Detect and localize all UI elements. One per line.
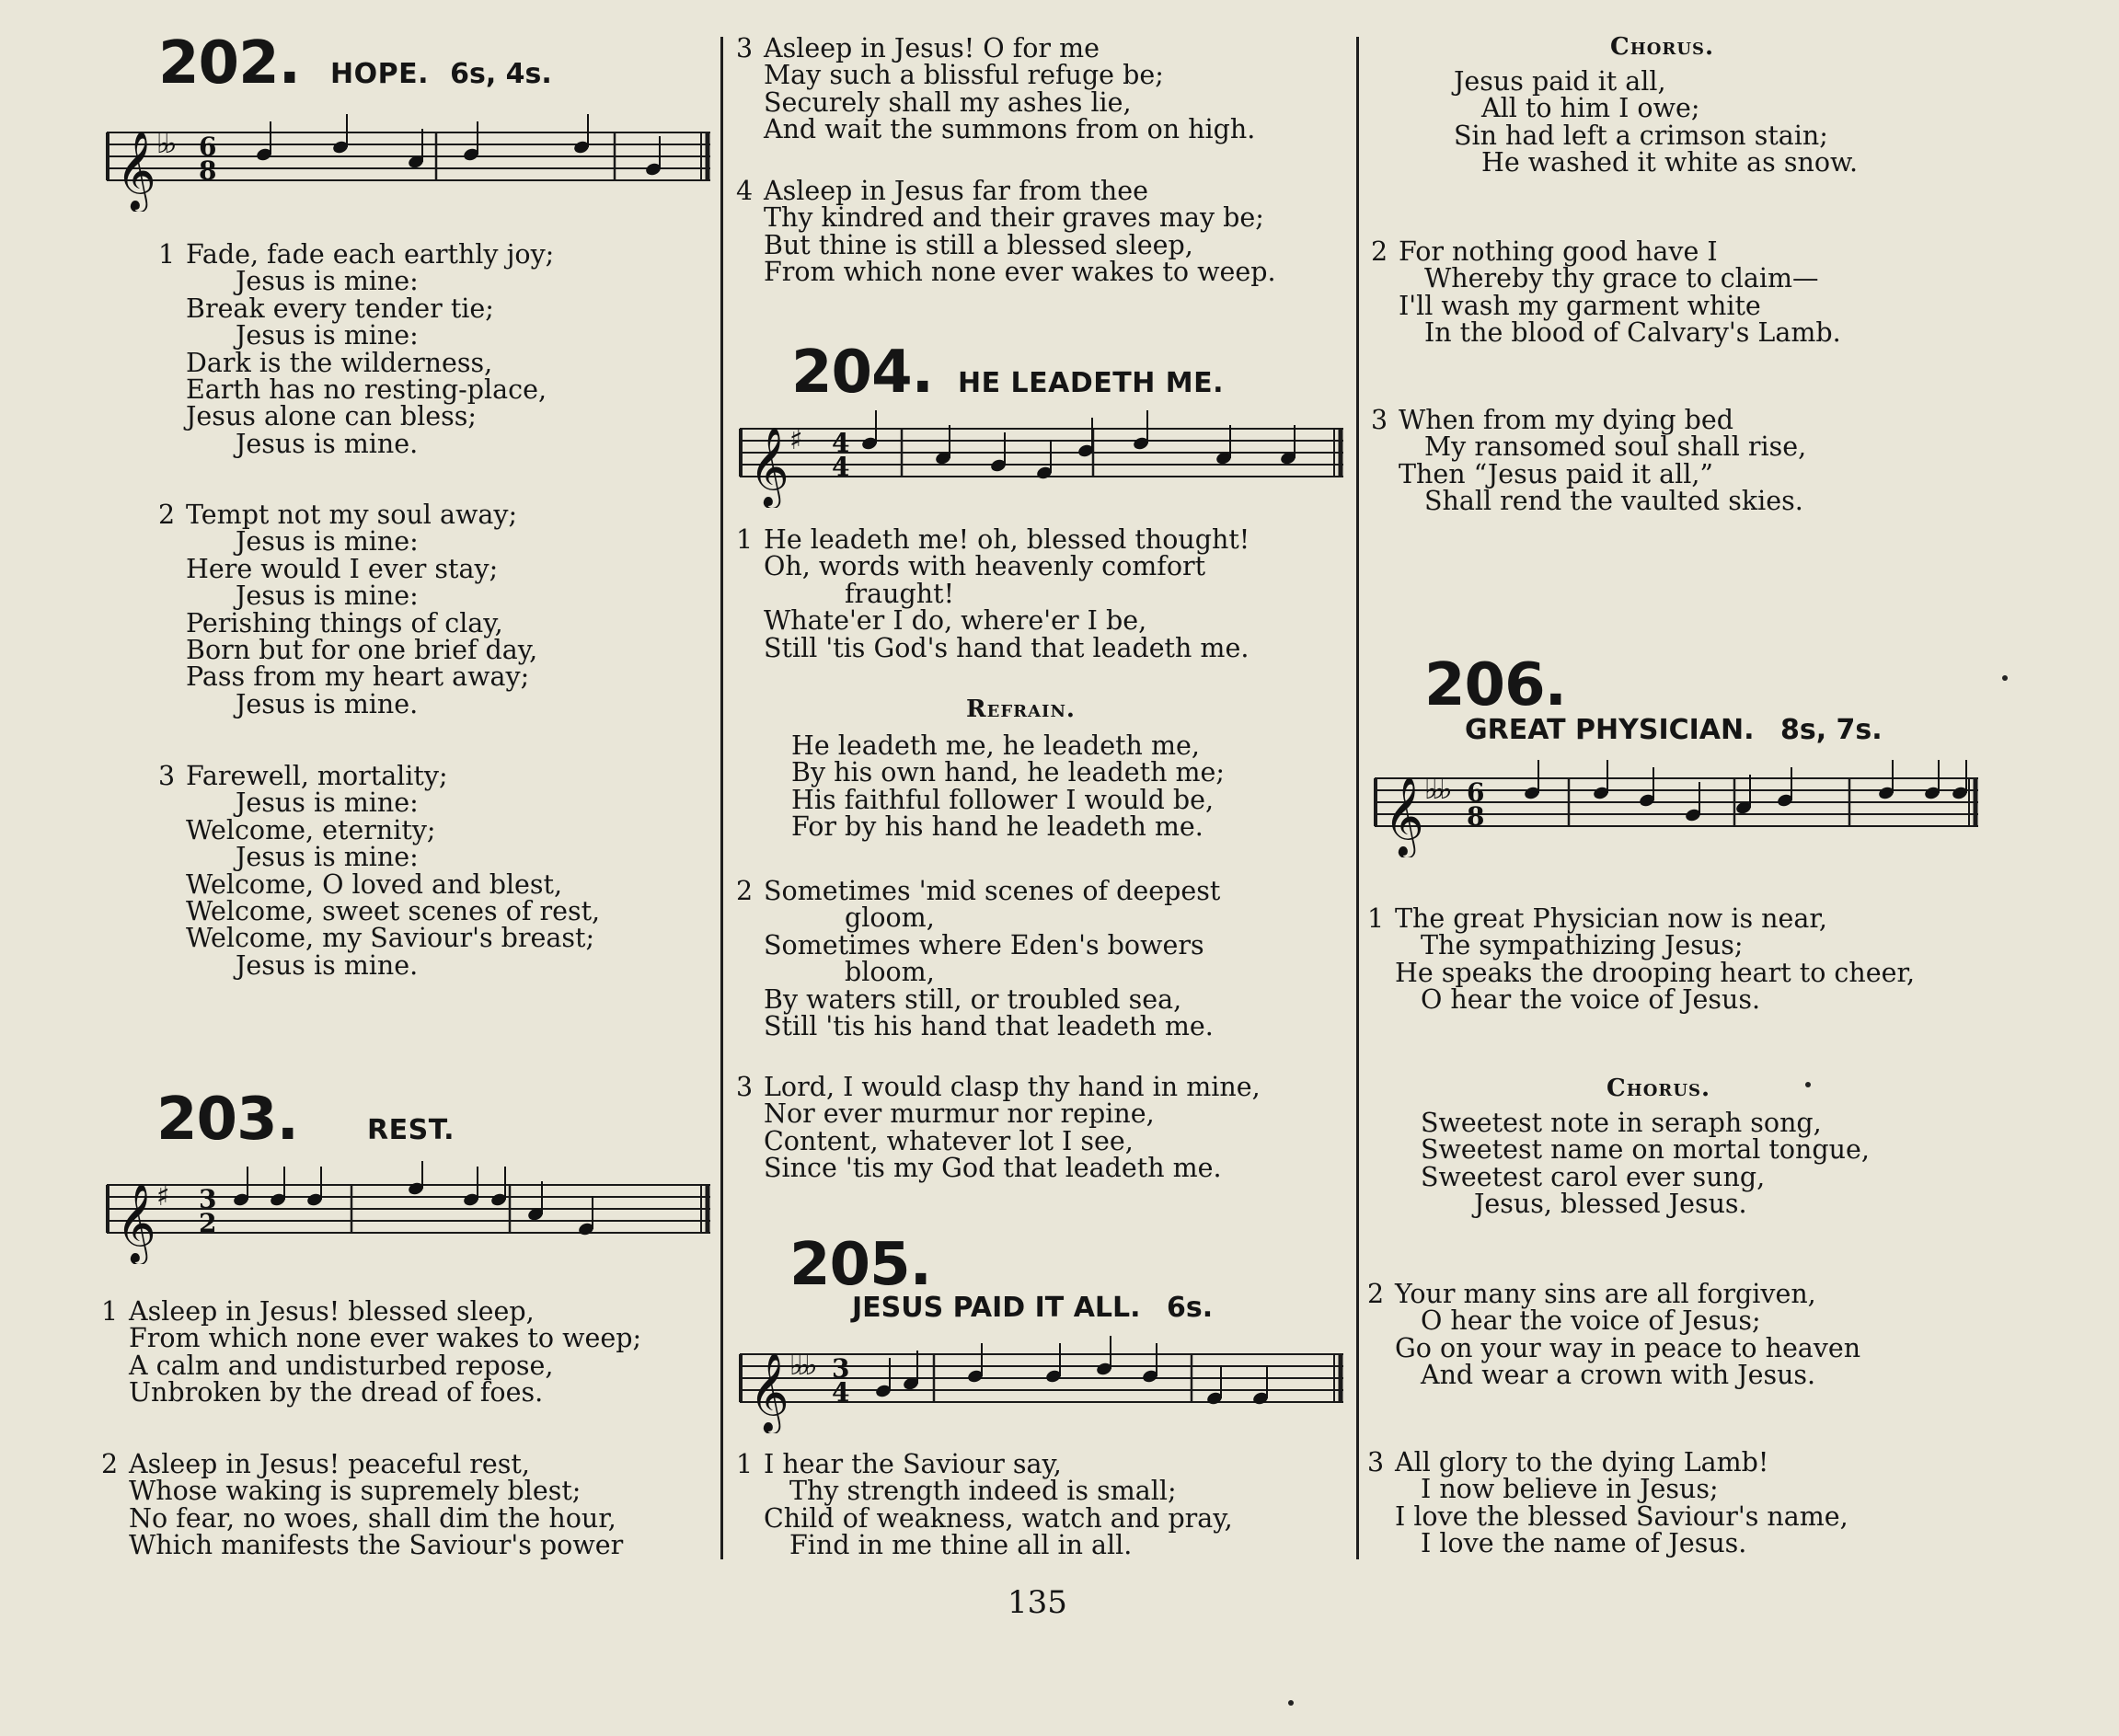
note-icon [1205,1365,1223,1406]
hymn-204-stanza-1: 1 He leadeth me! oh, blessed thought! Oh, words with heavenly comfort fraught! Whate'er I do, where'er I be, Still 'tis God's hand that leadeth me. [736,524,1250,663]
hymn-meter: 6s, 4s. [450,58,552,90]
hymn-206-stanza-2: 2 Your many sins are all forgiven, O hear the voice of Jesus; Go on your way in peace to heaven And wear a crown with Jesus. [1367,1279,1861,1391]
time-signature-top: 6 [199,132,217,162]
hymn-number: 202. [158,29,300,98]
time-signature-top: 4 [832,428,850,458]
staff-205 [736,1330,1349,1433]
note-icon [1951,760,1968,800]
hymn-205-stanza-1: 1 I hear the Saviour say, Thy strength indeed is small; Child of weakness, watch and pray, Find in me thine all in all. [736,1449,1233,1561]
time-signature-bottom: 8 [199,155,217,186]
treble-clef-icon: 𝄞 [116,1183,156,1262]
time-signature-top: 3 [199,1184,217,1214]
hymn-title: HE LEADETH ME. [958,367,1225,399]
hymn-203-stanza-1: 1 Asleep in Jesus! blessed sleep, From which none ever wakes to weep; A calm and undisturbed repose, Unbroken by the dread of foes. [101,1296,642,1408]
note-icon [1035,440,1053,480]
hymn-204-stanza-3: 3 Lord, I would clasp thy hand in mine, Nor ever murmur nor repine, Content, whatever lot I see, Since 'tis my God that leadeth me. [736,1072,1261,1184]
note-icon [577,1196,594,1236]
hymn-204-refrain: He leadeth me, he leadeth me, By his own hand, he leadeth me; His faithful follower I would be, For by his hand he leadeth me. [791,730,1226,843]
hymn-205-chorus: Jesus paid it all, All to him I owe; Sin had left a crimson stain; He washed it white as snow. [1454,66,1859,178]
key-signature: ♭♭♭ [789,1350,812,1382]
column-rule-left [720,37,723,1559]
hymn-205-heading [789,1231,931,1299]
print-speck [2002,675,2008,681]
hymn-202-stanza-2: 2 Tempt not my soul away; Jesus is mine: Here would I ever stay; Jesus is mine: Perishing things of clay, Born but for one brief day, Pass from my heart away; Jesus is mine. [158,500,538,719]
note-icon [407,1161,424,1196]
note-icon [1141,1343,1158,1384]
staff-206 [1371,754,1984,857]
time-signature-top: 3 [832,1353,850,1384]
chorus-label: Chorus. [1610,33,1715,61]
note-icon [1044,1343,1062,1384]
hymn-203-stanza-3: 3 Asleep in Jesus! O for me May such a blissful refuge be; Securely shall my ashes lie, And wait the summons from on high. [736,33,1256,145]
key-signature: ♭♭ [156,128,172,160]
note-icon [305,1167,323,1207]
note-icon [1523,760,1540,800]
hymn-202-stanza-3: 3 Farewell, mortality; Jesus is mine: Welcome, eternity; Jesus is mine: Welcome, O loved and blest, Welcome, sweet scenes of rest, Welcome, my Saviour's breast; Jesus is mine. [158,761,601,981]
note-icon [902,1351,919,1391]
hymn-203-heading [156,1086,455,1154]
note-icon [572,114,590,155]
hymn-meter: 6s. [1167,1292,1214,1324]
key-signature: ♭♭♭ [1424,774,1447,806]
note-icon [526,1181,544,1222]
note-icon [1279,425,1296,466]
note-icon [966,1343,984,1384]
note-icon [934,425,951,466]
hymn-title: JESUS PAID IT ALL. [852,1292,1141,1324]
note-icon [489,1167,507,1207]
hymn-number: 205. [789,1231,931,1299]
time-signature-top: 6 [1467,777,1485,808]
page-number: 135 [1008,1584,1067,1621]
staff-204 [736,405,1349,508]
note-icon [407,129,424,169]
column-rule-right [1356,37,1359,1559]
treble-clef-icon: 𝄞 [749,427,789,506]
note-icon [1877,760,1894,800]
hymn-206-title-line [1465,714,1883,746]
hymn-206-stanza-3: 3 All glory to the dying Lamb! I now believe in Jesus; I love the blessed Saviour's name, I love the name of Jesus. [1367,1447,1848,1559]
note-icon [331,114,349,155]
print-speck [1805,1082,1811,1087]
hymn-206-chorus: Sweetest note in seraph song, Sweetest name on mortal tongue, Sweetest carol ever sung, Jesus, blessed Jesus. [1421,1108,1870,1220]
note-icon [1923,760,1940,800]
print-speck [1288,1700,1294,1706]
note-icon [860,410,878,451]
hymn-204-stanza-2: 2 Sometimes 'mid scenes of deepest gloom, Sometimes where Eden's bowers bloom, By waters still, or troubled sea, Still 'tis his hand that leadeth me. [736,876,1221,1042]
note-icon [462,121,479,162]
time-signature-bottom: 4 [832,452,850,482]
hymn-205-stanza-3: 3 When from my dying bed My ransomed soul shall rise, Then “Jesus paid it all,” Shall rend the vaulted skies. [1371,405,1807,517]
note-icon [1215,425,1232,466]
key-signature: ♯ [789,424,798,456]
chorus-label: Chorus. [1607,1075,1711,1102]
treble-clef-icon: 𝄞 [116,131,156,210]
treble-clef-icon: 𝄞 [1384,776,1424,856]
hymn-title: GREAT PHYSICIAN. [1465,714,1755,746]
note-icon [462,1167,479,1207]
hymn-202-stanza-1: 1 Fade, fade each earthly joy; Jesus is mine: Break every tender tie; Jesus is mine: Dark is the wilderness, Earth has no resting-place, Jesus alone can bless; Jesus is mine. [158,239,555,459]
note-icon [1776,767,1793,808]
hymn-204-heading [791,339,1224,407]
hymn-number: 203. [156,1086,298,1154]
note-icon [1077,418,1094,458]
note-icon [1592,760,1609,800]
staff-203 [103,1161,716,1264]
staff-202 [103,109,716,212]
note-icon [255,121,272,162]
note-icon [232,1167,249,1207]
hymn-205-stanza-2: 2 For nothing good have I Whereby thy grace to claim— I'll wash my garment white In the blood of Calvary's Lamb. [1371,236,1841,349]
note-icon [1638,767,1655,808]
hymn-number: 206. [1424,651,1566,719]
hymn-206-heading [1424,651,1566,719]
time-signature-bottom: 8 [1467,801,1485,832]
hymn-title: REST. [367,1114,455,1146]
refrain-label: Refrain. [966,696,1076,723]
hymn-206-stanza-1: 1 The great Physician now is near, The sympathizing Jesus; He speaks the drooping heart to cheer, O hear the voice of Jesus. [1367,903,1916,1016]
hymn-meter: 8s, 7s. [1779,714,1883,746]
key-signature: ♯ [156,1180,165,1213]
note-icon [1095,1336,1112,1376]
note-icon [269,1167,286,1207]
note-icon [1734,775,1752,815]
hymn-title: HOPE. [330,58,429,90]
hymn-202-heading [158,29,552,98]
time-signature-bottom: 4 [832,1377,850,1408]
hymn-number: 204. [791,339,933,407]
note-icon [1251,1365,1269,1406]
note-icon [1132,410,1149,451]
hymn-205-title-line [852,1292,1213,1324]
treble-clef-icon: 𝄞 [749,1352,789,1431]
hymn-203-stanza-2: 2 Asleep in Jesus! peaceful rest, Whose waking is supremely blest; No fear, no woes, shall dim the hour, Which manifests the Saviour's power [101,1449,624,1561]
hymn-203-stanza-4: 4 Asleep in Jesus far from thee Thy kindred and their graves may be; But thine is still a blessed sleep, From which none ever wakes to weep. [736,176,1276,288]
time-signature-bottom: 2 [199,1208,217,1238]
